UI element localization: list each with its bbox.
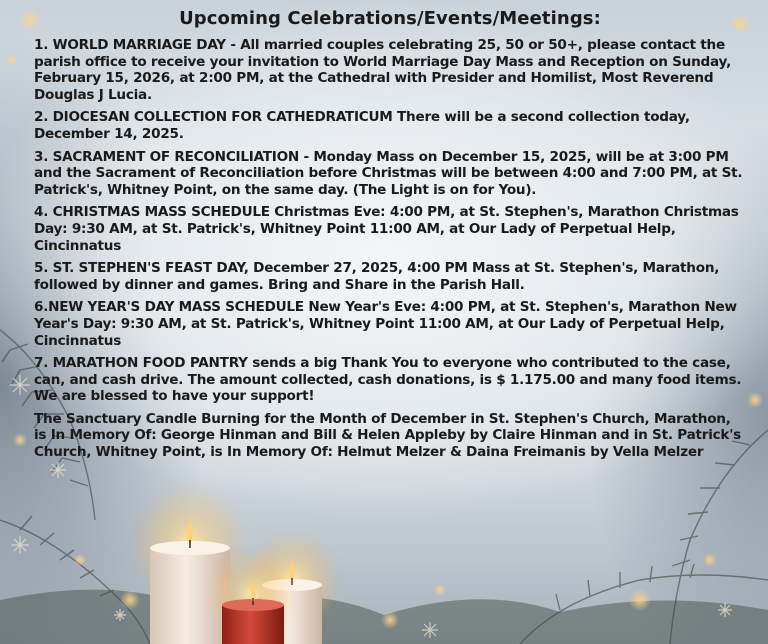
- announcement-item-7: 7. MARATHON FOOD PANTRY sends a big Thank You to everyone who contributed to the case, can, and cash drive. The amount collected, cash donations, is $ 1.175.00 and many food items. We are blessed to have your support!: [34, 355, 742, 405]
- announcement-item-6: 6.NEW YEAR'S DAY MASS SCHEDULE New Year's Eve: 4:00 PM, at St. Stephen's, Marathon New Year's Day: 9:30 AM, at St. Patrick's, Whitney Point 11:00 AM, at Our Lady of Perpetual Help, Cincinnatus: [34, 299, 737, 349]
- announcement-item-3: 3. SACRAMENT OF RECONCILIATION - Monday Mass on December 15, 2025, will be at 3:00 PM and the Sacrament of Reconciliation before Christmas will be between 4:00 and 7:00 PM, at St. Patrick's, Whitney Point, on the same day. (The Light is on for You).: [34, 148, 743, 198]
- announcement-item-2: 2. DIOCESAN COLLECTION FOR CATHEDRATICUM There will be a second collection today, December 14, 2025.: [34, 109, 690, 142]
- sanctuary-candle-note: The Sanctuary Candle Burning for the Month of December in St. Stephen's Church, Marathon, is In Memory Of: George Hinman and Bill & Helen Appleby by Claire Hinman and in St. Patrick's Church, Whitney Point, is In Memory Of: Helmut Melzer & Daina Freimanis by Vella Melzer: [34, 410, 741, 461]
- announcement-item-5: 5. ST. STEPHEN'S FEAST DAY, December 27, 2025, 4:00 PM Mass at St. Stephen's, Marathon, followed by dinner and games. Bring and Share in the Parish Hall.: [34, 260, 720, 293]
- announcement-item-1: 1. WORLD MARRIAGE DAY - All married couples celebrating 25, 50 or 50+, please contact the parish office to receive your invitation to World Marriage Day Mass and Reception on Sunday, February 15, 2026, at 2:00 PM, at the Cathedral with Presider and Homilist, Most Reverend Douglas J Lucia.: [34, 37, 731, 103]
- page-title: Upcoming Celebrations/Events/Meetings:: [179, 8, 601, 29]
- announcement-item-4: 4. CHRISTMAS MASS SCHEDULE Christmas Eve: 4:00 PM, at St. Stephen's, Marathon Christmas Day: 9:30 AM, at St. Patrick's, Whitney Point 11:00 AM, at Our Lady of Perpetual Help, Cincinnatus: [34, 204, 739, 254]
- announcement-content: [34, 8, 746, 467]
